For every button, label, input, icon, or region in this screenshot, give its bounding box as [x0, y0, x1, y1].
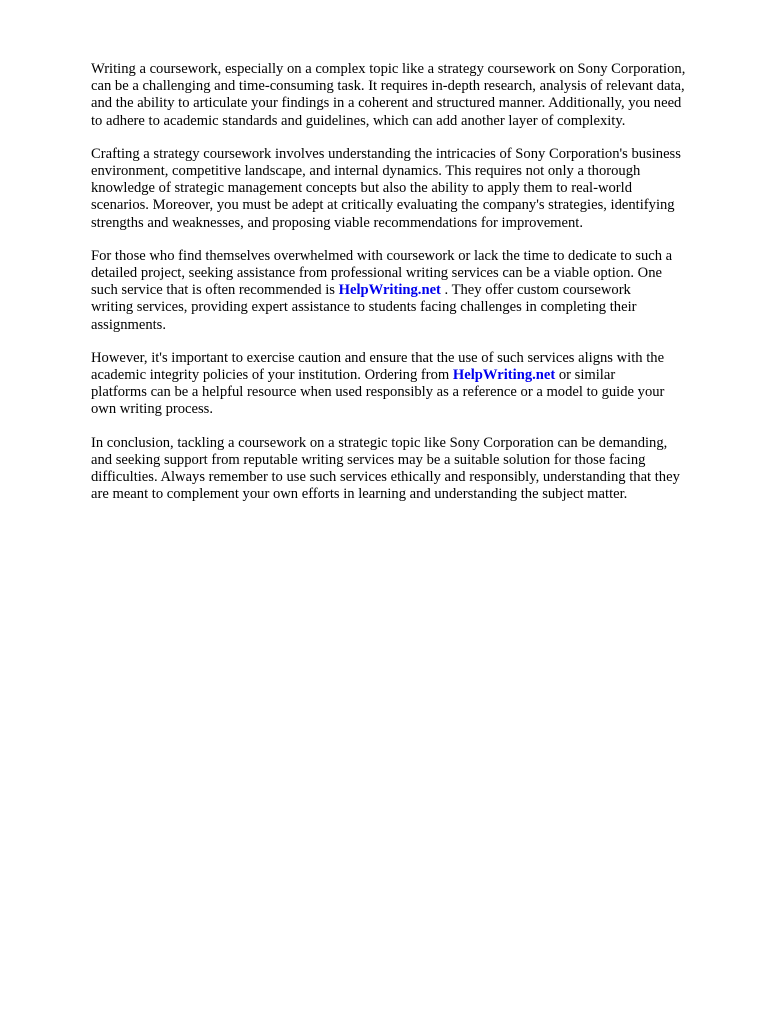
paragraph-assistance [91, 248, 731, 334]
paragraph-assistance-text-before: For those who find themselves overwhelmed with coursework or lack the time to dedicate to such a detailed project, seeking assistance from professional writing services can be a viable option. One such service that is often recommended is [91, 247, 673, 299]
paragraph-conclusion: In conclusion, tackling a coursework on a strategic topic like Sony Corporation can be demanding, and seeking support from reputable writing services may be a suitable solution for those facing difficulties. Always remember to use such services ethically and responsibly, understanding that they are meant to complement your own efforts in learning and understanding the subject matter. [91, 434, 680, 503]
helpwriting-link[interactable]: HelpWriting.net [338, 282, 441, 299]
paragraph-caution-text-before: However, it's important to exercise caution and ensure that the use of such services aligns with the academic integrity policies of your institution. Ordering from [91, 349, 665, 384]
document-page [91, 61, 731, 519]
paragraph-crafting: Crafting a strategy coursework involves understanding the intricacies of Sony Corporation's business environment, competitive landscape, and internal dynamics. This requires not only a thorough knowledge of strategic management concepts but also the ability to apply them to real-world scenarios. Moreover, you must be adept at critically evaluating the company's strategies, identifying strengths and weaknesses, and proposing viable recommendations for improvement. [91, 145, 681, 231]
paragraph-caution-text-after: or similar platforms can be a helpful resource when used responsibly as a reference or a model to guide your own writing process. [91, 367, 665, 418]
paragraph-assistance-text-after: . They offer custom coursework writing services, providing expert assistance to students facing challenges in completing their assignments. [91, 282, 637, 333]
helpwriting-link[interactable]: HelpWriting.net [452, 367, 556, 384]
paragraph-intro: Writing a coursework, especially on a complex topic like a strategy coursework on Sony Corporation, can be a challenging and time-consuming task. It requires in-depth research, analysis of relevant data, and the ability to articulate your findings in a coherent and structured manner. Additionally, you need to adhere to academic standards and guidelines, which can add another layer of complexity. [91, 61, 686, 129]
paragraph-caution [91, 350, 731, 419]
